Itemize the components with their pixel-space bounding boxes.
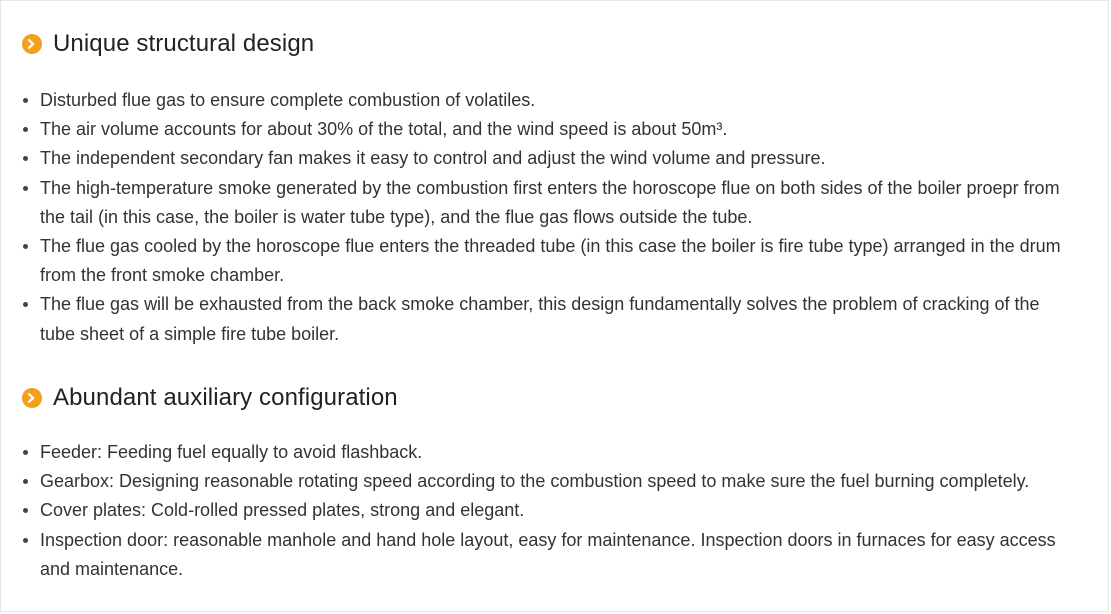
list-item (0, 526, 1111, 584)
list-item (0, 290, 1111, 348)
chevron-right-circle-icon (22, 34, 42, 54)
list-item (0, 496, 1111, 525)
list-item (0, 174, 1111, 232)
bullet-dot (23, 186, 28, 191)
chevron-right-circle-icon (22, 388, 42, 408)
section-heading (0, 380, 1111, 416)
list-item (0, 144, 1111, 173)
bullet-dot (23, 538, 28, 543)
section-abundant-auxiliary-configuration (0, 380, 1111, 584)
section-unique-structural-design (0, 26, 1111, 349)
section-heading (0, 26, 1111, 62)
list-item-text: The air volume accounts for about 30% of the total, and the wind speed is about 50m³. (40, 119, 728, 140)
list-item-text: Cover plates: Cold-rolled pressed plates, strong and elegant. (40, 500, 525, 521)
list-item-text: Feeder: Feeding fuel equally to avoid flashback. (40, 442, 423, 462)
bullet-dot (23, 479, 28, 484)
bullet-list (0, 86, 1111, 349)
list-item-text: Disturbed flue gas to ensure complete combustion of volatiles. (40, 90, 536, 110)
section-title: Unique structural design (53, 30, 315, 57)
list-item (0, 467, 1111, 496)
list-item-text: The high-temperature smoke generated by the combustion first enters the horoscope flue on both sides of the boiler proepr from the tail (in this case, the boiler is water tube type), and the flue gas flows outside the tube. (40, 177, 1060, 227)
bullet-dot (23, 127, 28, 132)
list-item (0, 115, 1111, 144)
bullet-list (0, 438, 1111, 584)
bullet-dot (23, 98, 28, 103)
bullet-dot (23, 244, 28, 249)
list-item-text: Inspection door: reasonable manhole and hand hole layout, easy for maintenance. Inspection doors in furnaces for easy access and maintenance. (40, 529, 1056, 579)
list-item (0, 232, 1111, 290)
list-item-text: Gearbox: Designing reasonable rotating speed according to the combustion speed to make sure the fuel burning completely. (40, 471, 1030, 492)
list-item (0, 438, 1111, 467)
section-title: Abundant auxiliary configuration (53, 384, 398, 411)
bullet-dot (23, 450, 28, 455)
list-item-text: The independent secondary fan makes it easy to control and adjust the wind volume and pressure. (40, 148, 826, 169)
bullet-dot (23, 508, 28, 513)
list-item-text: The flue gas will be exhausted from the back smoke chamber, this design fundamentally solves the problem of cracking of the tube sheet of a simple fire tube boiler. (40, 294, 1040, 344)
bullet-dot (23, 156, 28, 161)
bullet-dot (23, 302, 28, 307)
list-item (0, 86, 1111, 115)
list-item-text: The flue gas cooled by the horoscope flue enters the threaded tube (in this case the boiler is fire tube type) arranged in the drum from the front smoke chamber. (40, 236, 1061, 286)
